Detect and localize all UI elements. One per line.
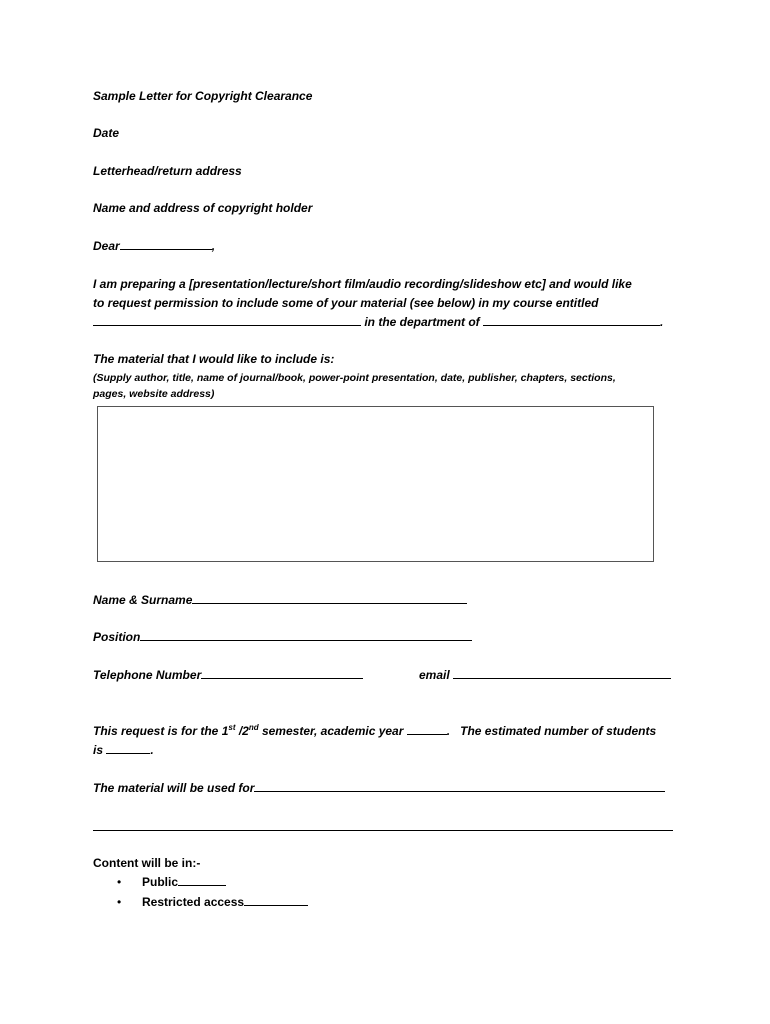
telephone-row xyxy=(93,667,363,683)
dear-comma: , xyxy=(211,239,216,253)
name-label: Name & Surname xyxy=(93,593,193,607)
department-label: in the department of xyxy=(364,315,480,329)
students-blank[interactable] xyxy=(106,742,150,754)
letter-title: Sample Letter for Copyright Clearance xyxy=(93,89,313,103)
para1-line3 xyxy=(93,314,663,330)
restricted-blank[interactable] xyxy=(244,894,308,906)
date-label: Date xyxy=(93,126,120,140)
is-label: is xyxy=(93,743,104,757)
para1-line2: to request permission to include some of your material (see below) in my course entitled xyxy=(93,296,599,310)
request-line2 xyxy=(93,742,154,758)
position-row xyxy=(93,629,472,645)
material-note-line2: pages, website address) xyxy=(93,388,215,400)
salutation xyxy=(93,238,215,254)
sup-st: st xyxy=(228,723,236,732)
option-restricted-label: Restricted access xyxy=(142,895,245,909)
para1-line1: I am preparing a [presentation/lecture/short film/audio recording/slideshow etc] and would like xyxy=(93,277,632,291)
content-heading: Content will be in:- xyxy=(93,856,201,870)
academic-year-blank[interactable] xyxy=(407,723,447,735)
name-row xyxy=(93,592,467,608)
telephone-blank[interactable] xyxy=(201,667,363,679)
department-blank[interactable] xyxy=(483,314,660,326)
option-restricted xyxy=(142,894,308,910)
holder-label: Name and address of copyright holder xyxy=(93,201,313,215)
email-row xyxy=(419,667,671,683)
option-public xyxy=(142,874,226,890)
used-for-blank[interactable] xyxy=(254,780,665,792)
material-heading: The material that I would like to include is: xyxy=(93,352,335,366)
dear-blank[interactable] xyxy=(120,238,212,250)
name-blank[interactable] xyxy=(192,592,467,604)
request-semester: semester, academic year xyxy=(258,724,404,738)
material-textbox[interactable] xyxy=(97,406,654,562)
option-public-label: Public xyxy=(142,875,179,889)
para1-end: . xyxy=(660,315,664,329)
dear-label: Dear xyxy=(93,239,120,253)
used-for-label: The material will be used for xyxy=(93,781,255,795)
telephone-label: Telephone Number xyxy=(93,668,202,682)
request-text: This request is for the 1 xyxy=(93,724,229,738)
email-label: email xyxy=(419,668,450,682)
position-blank[interactable] xyxy=(140,629,472,641)
letterhead-label: Letterhead/return address xyxy=(93,164,242,178)
used-for-row xyxy=(93,780,665,796)
email-blank[interactable] xyxy=(453,667,671,679)
bullet-icon: • xyxy=(117,875,122,889)
students-label: The estimated number of students xyxy=(460,724,657,738)
request-dot: . xyxy=(446,724,451,738)
request-slash: /2 xyxy=(235,724,249,738)
sup-nd: nd xyxy=(248,723,259,732)
material-note-line1: (Supply author, title, name of journal/book, power-point presentation, date, publisher, chapters, sections, xyxy=(93,372,616,384)
request-line1 xyxy=(93,723,656,739)
course-blank[interactable] xyxy=(93,314,361,326)
used-for-blank-line2[interactable] xyxy=(93,830,673,831)
position-label: Position xyxy=(93,630,141,644)
public-blank[interactable] xyxy=(178,874,226,886)
bullet-icon: • xyxy=(117,895,122,909)
is-dot: . xyxy=(150,743,154,757)
